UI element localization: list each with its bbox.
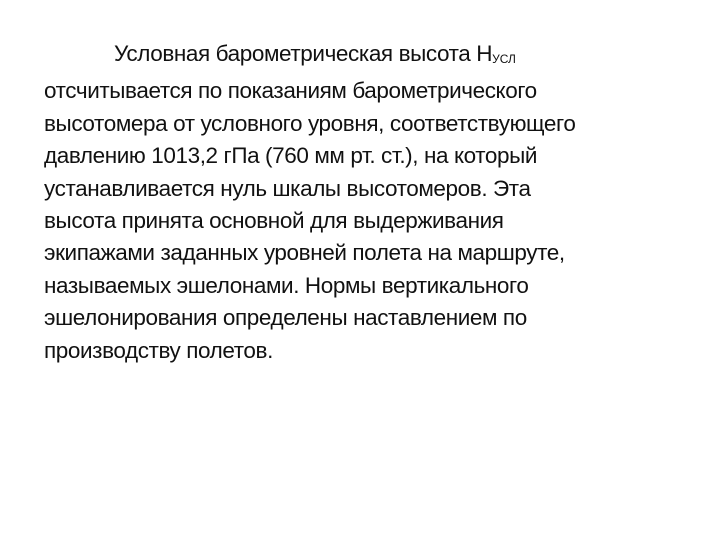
paragraph-line-10: производству полетов.	[44, 337, 273, 363]
paragraph-line-9: эшелонирования определены наставлением по	[44, 305, 527, 331]
paragraph-line-3: высотомера от условного уровня, соответствующего	[44, 110, 576, 136]
paragraph-lead-text: Условная барометрическая высота Н	[114, 41, 493, 66]
paragraph-line-7: экипажами заданных уровней полета на маршруте,	[44, 240, 565, 266]
paragraph-line-8: называемых эшелонами. Нормы вертикального	[44, 272, 529, 298]
paragraph-line-6: высота принята основной для выдерживания	[44, 208, 504, 234]
paragraph-line-2: отсчитывается по показаниям барометрического	[44, 78, 537, 104]
paragraph-line-4: давлению 1013,2 гПа (760 мм рт. ст.), на который	[44, 143, 538, 169]
h-usl-subscript: УСЛ	[492, 52, 516, 66]
paragraph-line-1	[44, 38, 684, 75]
paragraph-line-5: устанавливается нуль шкалы высотомеров. Эта	[44, 175, 531, 201]
body-paragraph	[44, 38, 684, 367]
